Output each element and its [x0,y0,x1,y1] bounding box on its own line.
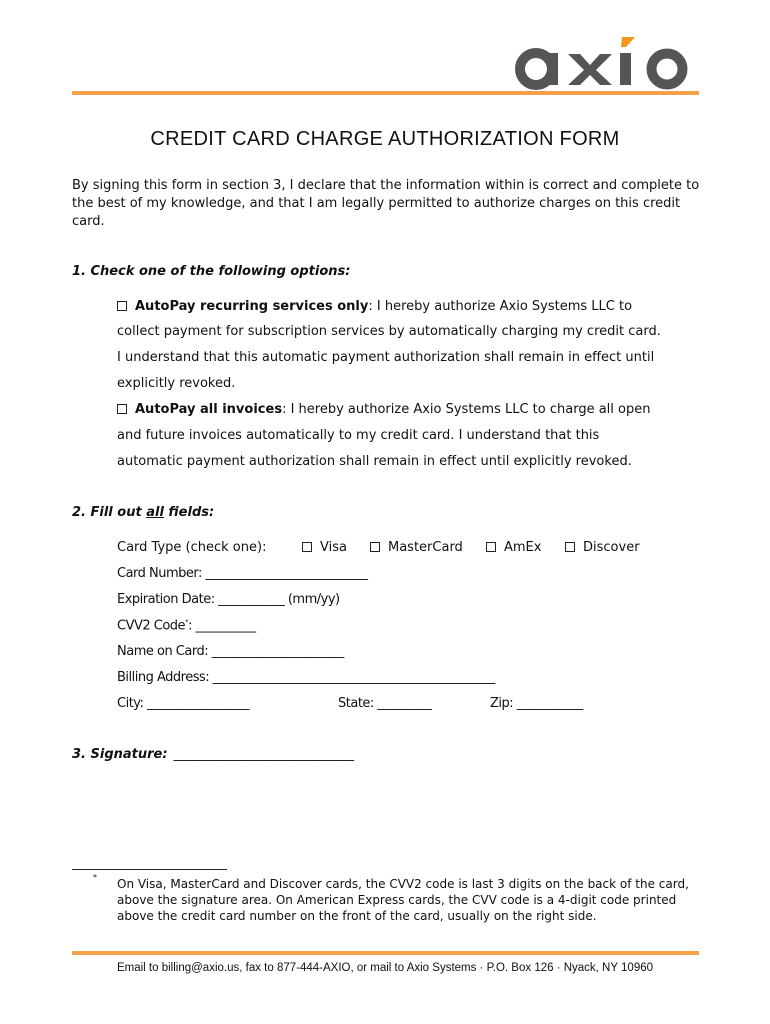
autopay-recurring-line2: collect payment for subscription services by automatically charging my credit card. [117,324,661,339]
card-type-visa[interactable] [302,540,347,555]
header-rule [72,91,699,95]
page-title: CREDIT CARD CHARGE AUTHORIZATION FORM [150,128,620,150]
section2-heading [72,505,214,520]
axio-logo-mark [508,33,698,91]
card-type-amex[interactable] [486,540,541,555]
autopay-recurring-line4: explicitly revoked. [117,376,236,391]
autopay-recurring-label: AutoPay recurring services only [135,299,369,314]
cvv-label: CVV2 Code [117,618,186,634]
autopay-recurring-line3: I understand that this automatic payment authorization shall remain in effect until [117,350,655,365]
card-type-mastercard[interactable] [370,540,463,555]
visa-label: Visa [320,540,347,555]
autopay-recurring-text: : I hereby authorize Axio Systems LLC to [368,299,633,314]
discover-checkbox[interactable] [565,542,575,552]
visa-checkbox[interactable] [302,542,312,552]
autopay-all-checkbox[interactable] [117,404,127,414]
footnote-mark: * [93,873,97,882]
discover-label: Discover [583,540,640,555]
autopay-all-line3: automatic payment authorization shall remain in effect until explicitly revoked. [117,454,632,469]
section2-heading-pre: 2. Fill out [72,505,147,520]
autopay-all-label: AutoPay all invoices [135,402,283,417]
mastercard-label: MasterCard [388,540,463,555]
name-on-card-field[interactable]: Name on Card: ______________________ [117,644,344,659]
section2-heading-post: fields: [163,505,215,520]
card-number-field[interactable]: Card Number: ___________________________ [117,566,368,581]
card-type-label: Card Type (check one): [117,540,267,555]
intro-text: By signing this form in section 3, I declare that the information within is correct and complete to the best of my knowledge, and that I am legally permitted to authorize charges on this credit card. [72,178,700,229]
option-autopay-recurring [117,299,632,314]
cvv2-field[interactable] [117,618,256,633]
autopay-recurring-checkbox[interactable] [117,301,127,311]
section1-heading: 1. Check one of the following options: [72,264,351,279]
mastercard-checkbox[interactable] [370,542,380,552]
section3-heading: 3. Signature: [72,747,168,762]
cvv-blank: : __________ [188,618,256,634]
signature-field[interactable] [72,747,354,762]
city-field[interactable]: City: _________________ [117,696,250,711]
footer-rule [72,951,699,955]
axio-logo [508,33,698,91]
signature-blank: ______________________________ [173,747,354,762]
zip-field[interactable]: Zip: ___________ [490,696,583,711]
footer-contact: Email to billing@axio.us, fax to 877-444-AXIO, or mail to Axio Systems · P.O. Box 126 · Nyack, NY 10960 [116,962,654,974]
billing-address-field[interactable]: Billing Address: _______________________________________________ [117,670,495,685]
footnote-rule [72,869,227,870]
autopay-all-line2: and future invoices automatically to my credit card. I understand that this [117,428,600,443]
autopay-all-text: : I hereby authorize Axio Systems LLC to charge all open [282,402,651,417]
section2-heading-emph: all [146,505,164,520]
expiration-date-field[interactable] [117,592,340,607]
card-type-discover[interactable] [565,540,640,555]
expiration-format: (mm/yy) [287,592,340,607]
option-autopay-all [117,402,650,417]
amex-checkbox[interactable] [486,542,496,552]
footnote-text: On Visa, MasterCard and Discover cards, the CVV2 code is last 3 digits on the back of the card, above the signature area. On American Express cards, the CVV code is a 4-digit code printed above the credit card number on the front of the card, usually on the right side. [117,877,689,923]
state-field[interactable]: State: _________ [338,696,432,711]
amex-label: AmEx [504,540,542,555]
expiration-label: Expiration Date: ___________ [117,592,288,607]
cvv-footnote-mark: * [185,618,189,626]
